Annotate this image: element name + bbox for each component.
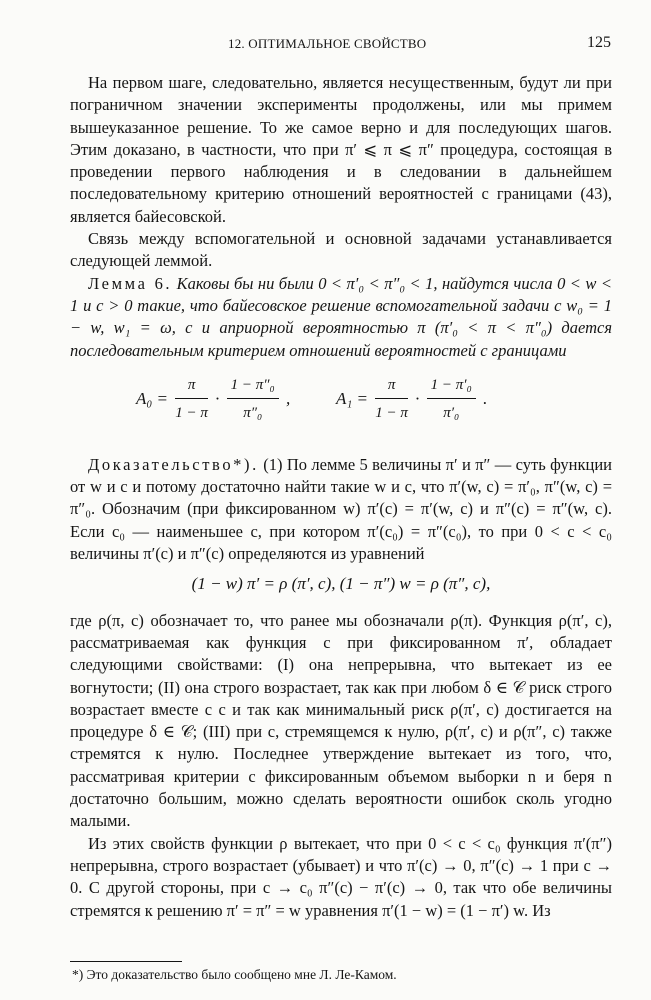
boundary-formulas (70, 374, 612, 446)
proof-text: (1) По лемме 5 величины π′ и π″ — суть функции от w и c и потому достаточно найти такие w и c, что π′(w, c) = π′₀, π″(w, c) = π″₀. Обозначим (при фиксированном w) π′(c) = π′(w, c) и π″(c) = π″(w, c). Если c₀ — наименьшее c, при котором π′(c₀) = π″(c₀), то при 0 < c < c₀ величины π′(c) и π″(c) определяются из уравнений (70, 454, 613, 564)
A0-separator: , (286, 389, 291, 408)
formula-A0 (136, 374, 290, 425)
A1-f2-numerator: 1 − π′₀ (427, 374, 476, 399)
footnote: *) Это доказательство было сообщено мне Л. Ле-Камом. (72, 967, 397, 982)
page-body (70, 72, 612, 922)
lemma-label: Лемма 6. (88, 273, 173, 293)
lemma-6 (70, 273, 612, 362)
A0-lhs: A₀ = (136, 389, 169, 408)
A1-fraction-2 (427, 374, 476, 425)
paragraph-3: где ρ(π, c) обозначает то, что ранее мы обозначали ρ(π). Функция ρ(π′, c), рассматриваемая как функция c при фиксированном π′, обладает следующими свойствами: (I) она непрерывна, что вытекает из ее вогнутости; (II) она строго возрастает, так как при любом δ ∈ 𝒞 риск строго возрастает вместе с c и так как минимальный риск ρ(π′, c) достигается на процедуре δ ∈ 𝒞; (III) при c, стремящемся к нулю, ρ(π′, c) и ρ(π″, c) также стремятся к нулю. Последнее утверждение вытекает из того, что, рассматривая критерии с фиксированным объемом выборки n и беря n достаточно большим, можно сделать вероятности ошибок сколь угодно малыми. (70, 610, 612, 831)
A1-f1-numerator: π (375, 374, 408, 399)
running-head: 12. ОПТИМАЛЬНОЕ СВОЙСТВО (228, 36, 427, 51)
A1-fraction-1 (375, 374, 408, 425)
A0-f2-numerator: 1 − π″₀ (227, 374, 279, 399)
formula-A1 (336, 374, 487, 425)
paragraph-4: Из этих свойств функции ρ вытекает, что при 0 < c < c₀ функция π′(π″) непрерывна, строго возрастает (убывает) и что π′(c) → 0, π″(c) → 1 при c → 0. С другой стороны, при c → c₀ π″(c) − π′(c) → 0, так что обе величины стремятся к решению π′ = π″ = w уравнения π′(1 − w) = (1 − π′) w. Из (70, 833, 612, 920)
paragraph-2: Связь между вспомогательной и основной задачами устанавливается следующей леммой. (70, 229, 612, 271)
A0-dot: · (215, 389, 220, 408)
A0-f2-denominator: π″₀ (243, 405, 263, 422)
A1-lhs: A₁ = (336, 389, 369, 408)
A0-fraction-2 (227, 374, 279, 425)
A1-f2-denominator: π′₀ (443, 405, 460, 422)
A0-f1-numerator: π (175, 374, 208, 399)
A1-f1-denominator: 1 − π (375, 405, 408, 422)
proof-paragraph (70, 454, 612, 565)
A0-f1-denominator: 1 − π (175, 405, 208, 422)
page-number: 125 (587, 34, 611, 51)
equations-formula: (1 − w) π′ = ρ (π′, c), (1 − π″) w = ρ (π″, c), (191, 574, 491, 594)
A0-fraction-1 (175, 374, 208, 425)
page-header (0, 34, 651, 56)
paragraph-1: На первом шаге, следовательно, является несущественным, будут ли при пограничном значении эксперименты продолжены, или мы примем вышеуказанное решение. То же самое верно и для последующих шагов. Этим доказано, в частности, что при π′ ⩽ π ⩽ π″ процедура, состоящая в проведении первого наблюдения и в следовании в дальнейшем последовательному критерию отношений вероятностей с границами (43), является байесовской. (70, 73, 612, 226)
proof-label: Доказательство*). (88, 454, 259, 474)
lemma-text: Каковы бы ни были 0 < π′₀ < π″₀ < 1, найдутся числа 0 < w < 1 и c > 0 такие, что байесовское решение вспомогательной задачи с w₀ = 1 − w, w₁ = ω, с и априорной вероятностью π (π′₀ < π < π″₀) дается последовательным критерием отношений вероятностей с границами (70, 273, 612, 360)
A1-dot: · (415, 389, 420, 408)
footnote-divider (70, 961, 182, 962)
A1-end: . (483, 389, 488, 408)
